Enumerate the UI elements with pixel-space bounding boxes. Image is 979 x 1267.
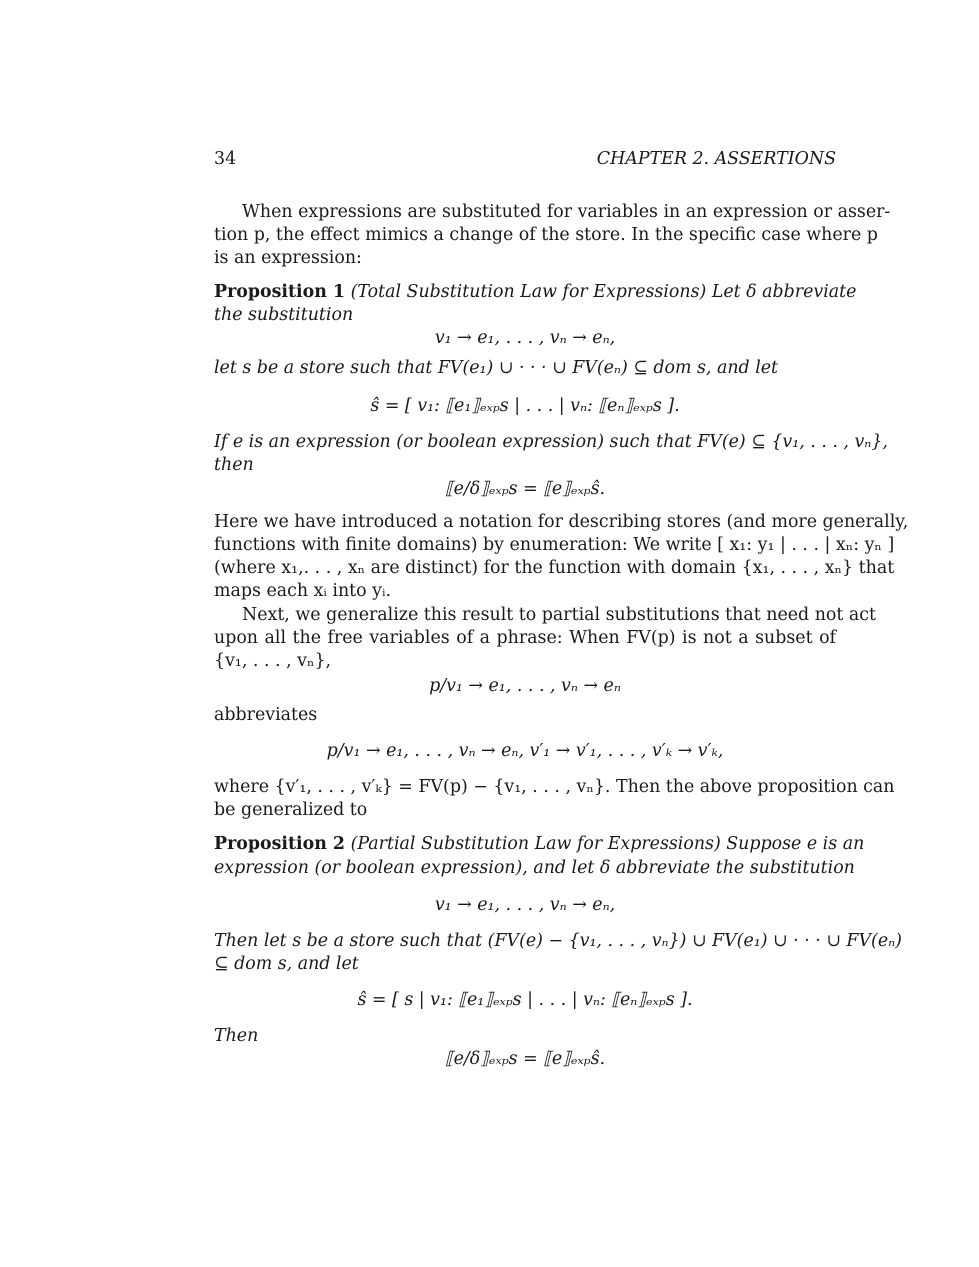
page-number: 34 xyxy=(214,149,237,169)
equation: p/v₁ → e₁, . . . , vₙ → eₙ xyxy=(429,676,621,696)
equation: v₁ → e₁, . . . , vₙ → eₙ, xyxy=(434,895,616,915)
equation: ⟦e/δ⟧ₑₓₚs = ⟦e⟧ₑₓₚŝ. xyxy=(444,1049,606,1069)
proposition-2-line: ⊆ dom s, and let xyxy=(214,954,359,974)
proposition-2-line xyxy=(214,833,865,855)
proposition-2-text: (Partial Substitution Law for Expressions) Suppose e is an xyxy=(350,834,865,854)
paragraph-line: Here we have introduced a notation for describing stores (and more generally, xyxy=(214,512,909,532)
running-header: CHAPTER 2. ASSERTIONS xyxy=(596,149,836,169)
paragraph-line: Next, we generalize this result to partial substitutions that need not act xyxy=(242,605,876,625)
paragraph-line: be generalized to xyxy=(214,800,368,820)
proposition-1-line: the substitution xyxy=(214,305,354,325)
paragraph-line: {v₁, . . . , vₙ}, xyxy=(214,651,332,671)
proposition-1-line xyxy=(214,281,857,303)
paragraph-line: maps each xᵢ into yᵢ. xyxy=(214,581,392,601)
equation: ŝ = [ s | v₁: ⟦e₁⟧ₑₓₚs | . . . | vₙ: ⟦eₙ⟧ₑₓₚs ]. xyxy=(357,990,693,1010)
proposition-2-line: Then xyxy=(214,1026,259,1046)
equation: ⟦e/δ⟧ₑₓₚs = ⟦e⟧ₑₓₚŝ. xyxy=(444,479,606,499)
proposition-1-line: let s be a store such that FV(e₁) ∪ · · · ∪ FV(eₙ) ⊆ dom s, and let xyxy=(214,358,779,378)
proposition-1-label: Proposition 1 xyxy=(214,282,346,302)
paragraph-line: where {v′₁, . . . , v′ₖ} = FV(p) − {v₁, . . . , vₙ}. Then the above proposition can xyxy=(214,777,895,797)
proposition-2-line: expression (or boolean expression), and let δ abbreviate the substitution xyxy=(214,858,855,878)
equation: p/v₁ → e₁, . . . , vₙ → eₙ, v′₁ → v′₁, . . . , v′ₖ → v′ₖ, xyxy=(326,741,724,761)
paragraph-line: abbreviates xyxy=(214,705,318,725)
proposition-2-label: Proposition 2 xyxy=(214,834,346,854)
paragraph-line: (where x₁,. . . , xₙ are distinct) for the function with domain {x₁, . . . , xₙ} that xyxy=(214,558,895,578)
paragraph-line: upon all the free variables of a phrase: When FV(p) is not a subset of xyxy=(214,628,836,648)
equation: ŝ = [ v₁: ⟦e₁⟧ₑₓₚs | . . . | vₙ: ⟦eₙ⟧ₑₓₚs ]. xyxy=(370,396,680,416)
proposition-1-text: (Total Substitution Law for Expressions) Let δ abbreviate xyxy=(350,282,857,302)
equation: v₁ → e₁, . . . , vₙ → eₙ, xyxy=(434,328,616,348)
proposition-1-line: then xyxy=(214,455,254,475)
proposition-2-line: Then let s be a store such that (FV(e) − {v₁, . . . , vₙ}) ∪ FV(e₁) ∪ · · · ∪ FV(eₙ) xyxy=(214,931,902,951)
paragraph-line: When expressions are substituted for variables in an expression or asser- xyxy=(242,202,891,222)
proposition-1-line: If e is an expression (or boolean expression) such that FV(e) ⊆ {v₁, . . . , vₙ}, xyxy=(214,432,888,452)
paragraph-line: functions with finite domains) by enumeration: We write [ x₁: y₁ | . . . | xₙ: yₙ ] xyxy=(214,535,895,555)
paragraph-line: tion p, the effect mimics a change of the store. In the specific case where p xyxy=(214,225,878,245)
paragraph-line: is an expression: xyxy=(214,248,362,268)
